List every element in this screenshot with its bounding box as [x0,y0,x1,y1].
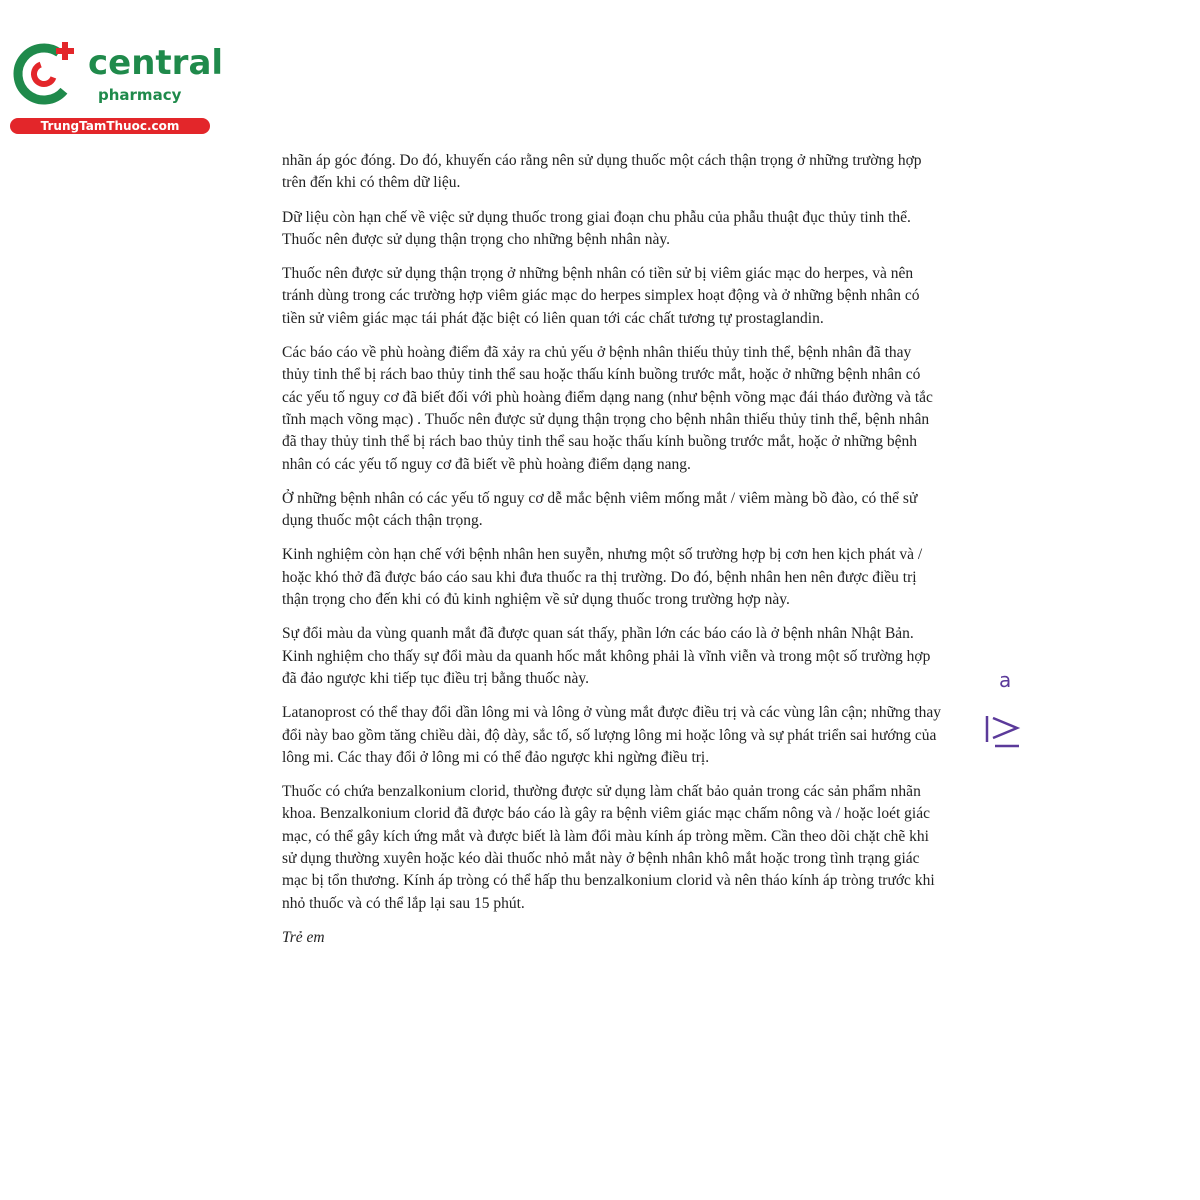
paragraph: Kinh nghiệm còn hạn chế với bệnh nhân hen suyễn, nhưng một số trường hợp bị cơn hen kịch phát và / hoặc khó thở đã được báo cáo sau khi đưa thuốc ra thị trường. Do đó, bệnh nhân hen nên được điều trị thận trọng cho đến khi có đủ kinh nghiệm về sử dụng thuốc trong trường hợp này. [282,546,923,609]
paragraph: Các báo cáo về phù hoàng điểm đã xảy ra chủ yếu ở bệnh nhân thiếu thủy tinh thể, bệnh nhân đã thay thủy tinh thể bị rách bao thủy tinh thể sau hoặc thấu kính buồng trước mắt, hoặc ở những bệnh nhân có các yếu tố nguy cơ đã biết đối với phù hoàng điểm dạng nang (như bệnh võng mạc đái tháo đường và tắc tĩnh mạch võng mạc) . Thuốc nên được sử dụng thận trọng cho bệnh nhân thiếu thủy tinh thể, bệnh nhân đã thay thủy tinh thể bị rách bao thủy tinh thể sau hoặc thấu kính buồng trước mắt, hoặc ở những bệnh nhân có các yếu tố nguy cơ đã biết về phù hoàng điểm dạng nang. [282,344,933,473]
pharmacy-logo-icon [10,38,82,106]
paragraph: Thuốc có chứa benzalkonium clorid, thường được sử dụng làm chất bảo quản trong các sản phẩm nhãn khoa. Benzalkonium clorid đã được báo cáo là gây ra bệnh viêm giác mạc chấm nông và / hoặc loét giác mạc, có thể gây kích ứng mắt và được biết là làm đổi màu kính áp tròng mềm. Cần theo dõi chặt chẽ khi sử dụng thường xuyên hoặc kéo dài thuốc nhỏ mắt này ở bệnh nhân khô mắt hoặc trong tình trạng giác mạc bị tổn thương. Kính áp tròng có thể hấp thu benzalkonium clorid và nên tháo kính áp tròng trước khi nhỏ thuốc và có thể lắp lại sau 15 phút. [282,783,935,912]
paragraph: nhãn áp góc đóng. Do đó, khuyến cáo rằng nên sử dụng thuốc một cách thận trọng ở những trường hợp trên đến khi có thêm dữ liệu. [282,152,922,192]
logo-url-badge: TrungTamThuoc.com [10,118,210,134]
section-heading: Trẻ em [282,928,325,946]
document-body [282,150,942,961]
paragraph: Ở những bệnh nhân có các yếu tố nguy cơ dễ mắc bệnh viêm mống mắt / viêm màng bồ đào, có thể sử dụng thuốc một cách thận trọng. [282,489,918,530]
pharmacy-logo [10,38,224,136]
paragraph: Dữ liệu còn hạn chế về việc sử dụng thuốc trong giai đoạn chu phẫu của phẫu thuật đục thủy tinh thể. Thuốc nên được sử dụng thận trọng cho những bệnh nhân này. [282,208,911,248]
paragraph: Sự đổi màu da vùng quanh mắt đã được quan sát thấy, phần lớn các báo cáo là ở bệnh nhân Nhật Bản. Kinh nghiệm cho thấy sự đổi màu da quanh hốc mắt không phải là vĩnh viễn và trong một số trường hợp đã đảo ngược khi tiếp tục điều trị bằng thuốc này. [282,625,931,687]
handwritten-initials [975,668,1035,758]
paragraph: Thuốc nên được sử dụng thận trọng ở những bệnh nhân có tiền sử bị viêm giác mạc do herpes, và nên tránh dùng trong các trường hợp viêm giác mạc do herpes simplex hoạt động và ở những bệnh nhân có tiền sử viêm giác mạc tái phát đặc biệt có liên quan tới các chất tương tự prostaglandin. [282,265,920,327]
stamp-letter: a [999,668,1012,692]
logo-brand-text: central [88,43,224,83]
signature-mark [983,712,1023,752]
paragraph: Latanoprost có thể thay đổi dần lông mi và lông ở vùng mắt được điều trị và các vùng lân cận; những thay đổi này bao gồm tăng chiều dài, độ dày, sắc tố, số lượng lông mi hoặc lông và sự phát triển sai hướng của lông mi. Các thay đổi ở lông mi có thể đảo ngược khi ngừng điều trị. [282,704,942,766]
logo-sub-text: pharmacy [98,86,182,104]
